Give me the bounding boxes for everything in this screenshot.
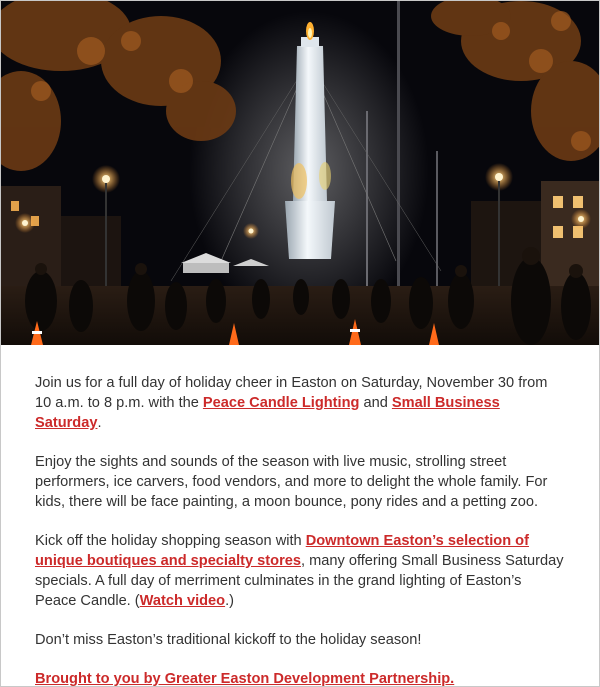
intro-text: Join us for a full day of holiday cheer in Easton on Saturday, November 30 from 10 a.m. to 8 p.m. with the	[35, 375, 548, 411]
downtown-easton-link[interactable]: Downtown Easton’s selection of unique boutiques and specialty stores	[35, 533, 529, 569]
intro-paragraph	[35, 373, 565, 433]
credit-paragraph	[35, 669, 565, 687]
intro-end-text: .	[97, 415, 102, 431]
shopping-end-text: .)	[225, 593, 234, 609]
sights-paragraph: Enjoy the sights and sounds of the season with live music, strolling street performers, ice carvers, food vendors, and more to delight the whole family. For kids, there will be face painting, a moon bounce, pony rides and a petting zoo.	[35, 454, 548, 510]
shopping-text: Kick off the holiday shopping season with	[35, 533, 306, 549]
shopping-middle-text: , many offering Small Business Saturday specials. A full day of merriment culminates in the grand lighting of Easton’s Peace Candle. (	[35, 553, 564, 609]
small-business-saturday-link[interactable]: Small Business Saturday	[35, 395, 500, 431]
watch-video-link[interactable]: Watch video	[139, 593, 226, 609]
intro-and-text: and	[359, 395, 392, 411]
shopping-paragraph	[35, 531, 565, 611]
peace-candle-link[interactable]: Peace Candle Lighting	[202, 395, 360, 411]
kickoff-paragraph: Don’t miss Easton’s traditional kickoff to the holiday season!	[35, 632, 422, 648]
email-body	[1, 345, 599, 687]
greater-easton-link[interactable]: Brought to you by Greater Easton Development Partnership.	[35, 671, 455, 687]
hero-image	[1, 1, 599, 345]
